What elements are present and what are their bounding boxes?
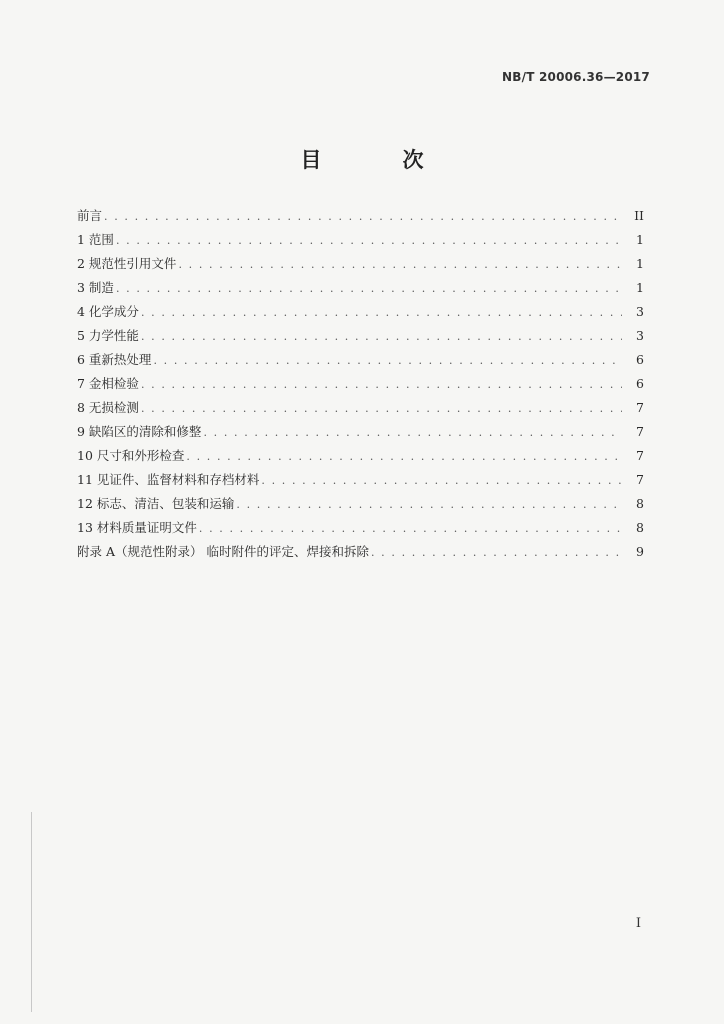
toc-entry-5[interactable] — [77, 324, 644, 348]
toc-entry-label: 6 重新热处理 — [77, 352, 152, 367]
toc-entry-appendix-a[interactable] — [77, 540, 644, 564]
table-of-contents — [77, 204, 644, 564]
toc-entry-page: 6 — [636, 376, 644, 391]
toc-entry-3[interactable] — [77, 276, 644, 300]
toc-entry-label: 2 规范性引用文件 — [77, 256, 177, 271]
leader-dots — [116, 277, 622, 301]
toc-entry-1[interactable] — [77, 228, 644, 252]
leader-dots — [141, 397, 622, 421]
leader-dots — [104, 205, 622, 229]
toc-entry-label: 4 化学成分 — [77, 304, 139, 319]
toc-entry-label: 9 缺陷区的清除和修整 — [77, 424, 202, 439]
leader-dots — [371, 541, 622, 565]
toc-entry-label: 7 金相检验 — [77, 376, 139, 391]
toc-entry-page: 8 — [636, 520, 644, 535]
toc-entry-label: 附录 A（规范性附录） 临时附件的评定、焊接和拆除 — [77, 544, 369, 559]
standard-code: NB/T 20006.36—2017 — [502, 70, 650, 84]
leader-dots — [141, 301, 622, 325]
toc-entry-10[interactable] — [77, 444, 644, 468]
toc-entry-12[interactable] — [77, 492, 644, 516]
toc-entry-label: 13 材料质量证明文件 — [77, 520, 197, 535]
toc-entry-6[interactable] — [77, 348, 644, 372]
page-number: I — [635, 916, 641, 931]
toc-entry-page: 1 — [636, 280, 644, 295]
leader-dots — [199, 517, 622, 541]
leader-dots — [186, 445, 622, 469]
toc-entry-label: 12 标志、清洁、包装和运输 — [77, 496, 235, 511]
toc-entry-label: 3 制造 — [77, 280, 114, 295]
toc-entry-page: 7 — [636, 472, 644, 487]
leader-dots — [141, 373, 622, 397]
toc-entry-7[interactable] — [77, 372, 644, 396]
toc-entry-8[interactable] — [77, 396, 644, 420]
toc-entry-page: II — [634, 208, 644, 223]
toc-entry-page: 6 — [636, 352, 644, 367]
toc-entry-page: 7 — [636, 448, 644, 463]
toc-entry-page: 9 — [636, 544, 644, 559]
scan-artifact-line — [31, 812, 32, 1012]
toc-entry-label: 前言 — [77, 208, 103, 223]
toc-entry-page: 7 — [636, 400, 644, 415]
leader-dots — [178, 253, 622, 277]
toc-entry-13[interactable] — [77, 516, 644, 540]
toc-entry-page: 1 — [636, 232, 644, 247]
toc-entry-page: 3 — [636, 304, 644, 319]
toc-entry-foreword[interactable] — [77, 204, 644, 228]
toc-entry-2[interactable] — [77, 252, 644, 276]
toc-entry-page: 8 — [636, 496, 644, 511]
toc-entry-label: 5 力学性能 — [77, 328, 139, 343]
leader-dots — [116, 229, 622, 253]
toc-entry-label: 10 尺寸和外形检查 — [77, 448, 185, 463]
leader-dots — [203, 421, 622, 445]
leader-dots — [236, 493, 622, 517]
page-title: 目 次 — [300, 147, 454, 172]
leader-dots — [153, 349, 622, 373]
toc-entry-label: 8 无损检测 — [77, 400, 139, 415]
leader-dots — [141, 325, 622, 349]
toc-entry-9[interactable] — [77, 420, 644, 444]
toc-entry-page: 3 — [636, 328, 644, 343]
leader-dots — [261, 469, 622, 493]
toc-entry-11[interactable] — [77, 468, 644, 492]
toc-entry-page: 1 — [636, 256, 644, 271]
toc-entry-label: 1 范围 — [77, 232, 114, 247]
toc-entry-4[interactable] — [77, 300, 644, 324]
toc-entry-page: 7 — [636, 424, 644, 439]
toc-entry-label: 11 见证件、监督材料和存档材料 — [77, 472, 260, 487]
